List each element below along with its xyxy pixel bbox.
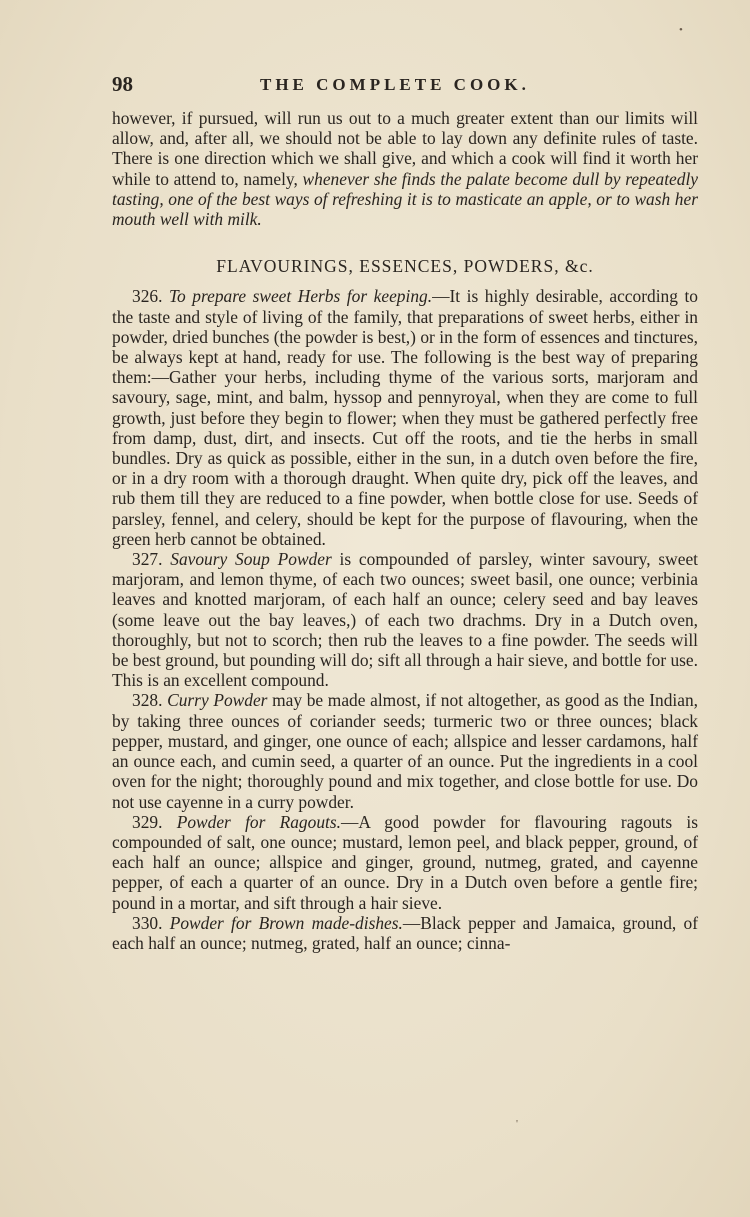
recipe-number: 327. [132, 549, 163, 570]
recipe-title: Powder for Ragouts. [176, 811, 341, 832]
recipe-paragraph [112, 690, 698, 811]
recipe-number: 329. [132, 811, 163, 832]
recipe-paragraph [112, 913, 698, 953]
running-head: THE COMPLETE COOK. [260, 75, 530, 94]
intro-text: however, if pursued, will run us out to a much greater extent than our limits will allow, and, after all, we should not be able to lay down any definite rules of taste. There is one direction which we shall give, and which a cook will find it worth her while to attend to, namely, [112, 108, 698, 189]
recipe-body: may be made almost, if not altogether, as good as the Indian, by taking three ounces of coriander seeds; turmeric two or three ounces; black pepper, mustard, and ginger, one ounce of each; allspice and lesser cardamons, half an ounce each, and cumin seed, a quarter of an ounce. Put the ingredients in a cool oven for the night; thoroughly pound and mix together, and close bottle for use. Do not use cayenne in a curry powder. [112, 690, 698, 812]
recipe-number: 326. [132, 286, 163, 307]
recipe-title: Powder for Brown made-dishes. [169, 912, 403, 933]
intro-italic-text: whenever she finds the palate become dull by repeatedly tasting, one of the best ways of refreshing it is to masticate an apple, or to wash her mouth well with milk. [112, 168, 698, 230]
recipe-number: 328. [132, 690, 163, 711]
recipe-body: is compounded of parsley, winter savoury, sweet marjoram, and lemon thyme, of each two ounces; sweet basil, one ounce; verbinia leaves and knotted marjoram, of each half an ounce; celery seed and bay leaves (some leave out the bay leaves,) of each two drachms. Dry in a Dutch oven, thoroughly, but not to scorch; then rub the leaves to a fine powder. The seeds will be best ground, but pounding will do; sift all through a hair sieve, and bottle for use. This is an excellent compound. [112, 549, 698, 691]
recipe-title: Savoury Soup Powder [170, 549, 332, 570]
body-text [112, 108, 698, 953]
recipe-body: —Black pepper and Jamaica, ground, of each half an ounce; nutmeg, grated, half an ounce; cinna- [112, 912, 698, 953]
recipe-paragraph [112, 286, 698, 549]
recipe-title: Curry Powder [167, 690, 268, 711]
section-heading: FLAVOURINGS, ESSENCES, POWDERS, &c. [216, 256, 594, 277]
recipe-title: To prepare sweet Herbs for keeping. [168, 286, 433, 307]
recipe-body: —A good powder for flavouring ragouts is compounded of salt, one ounce; mustard, lemon peel, and black pepper, ground, of each half an ounce; allspice and ginger, ground, nutmeg, grated, and cayenne pepper, of each a quarter of an ounce. Dry in a Dutch oven before a gentle fire; pound in a mortar, and sift through a hair sieve. [112, 811, 698, 913]
recipe-paragraph [112, 549, 698, 690]
recipe-number: 330. [132, 912, 163, 933]
page-header [112, 72, 698, 102]
recipe-body: —It is highly desirable, according to the taste and style of living of the family, that preparations of sweet herbs, either in powder, dried bunches (the powder is best,) or in the form of essences and tinctures, be always kept at hand, ready for use. The following is the best way of preparing them:—Gather your herbs, including thyme of the various sorts, marjoram and savoury, sage, mint, and balm, hyssop and pennyroyal, when they are come to full growth, just before they begin to flower; when they must be gathered perfectly free from damp, dust, dirt, and insects. Cut off the roots, and tie the herbs in small bundles. Dry as quick as possible, either in the sun, in a dutch oven before the fire, or in a dry room with a thorough draught. When quite dry, pick off the leaves, and rub them till they are reduced to a fine powder, when bottle close for use. Seeds of parsley, fennel, and celery, should be kept for the purpose of flavouring, when the green herb cannot be obtained. [112, 286, 698, 549]
recipe-paragraph [112, 812, 698, 913]
ink-speck: ' [516, 1118, 518, 1130]
ink-speck: • [679, 24, 683, 36]
intro-paragraph [112, 108, 698, 229]
page-number: 98 [112, 72, 133, 96]
